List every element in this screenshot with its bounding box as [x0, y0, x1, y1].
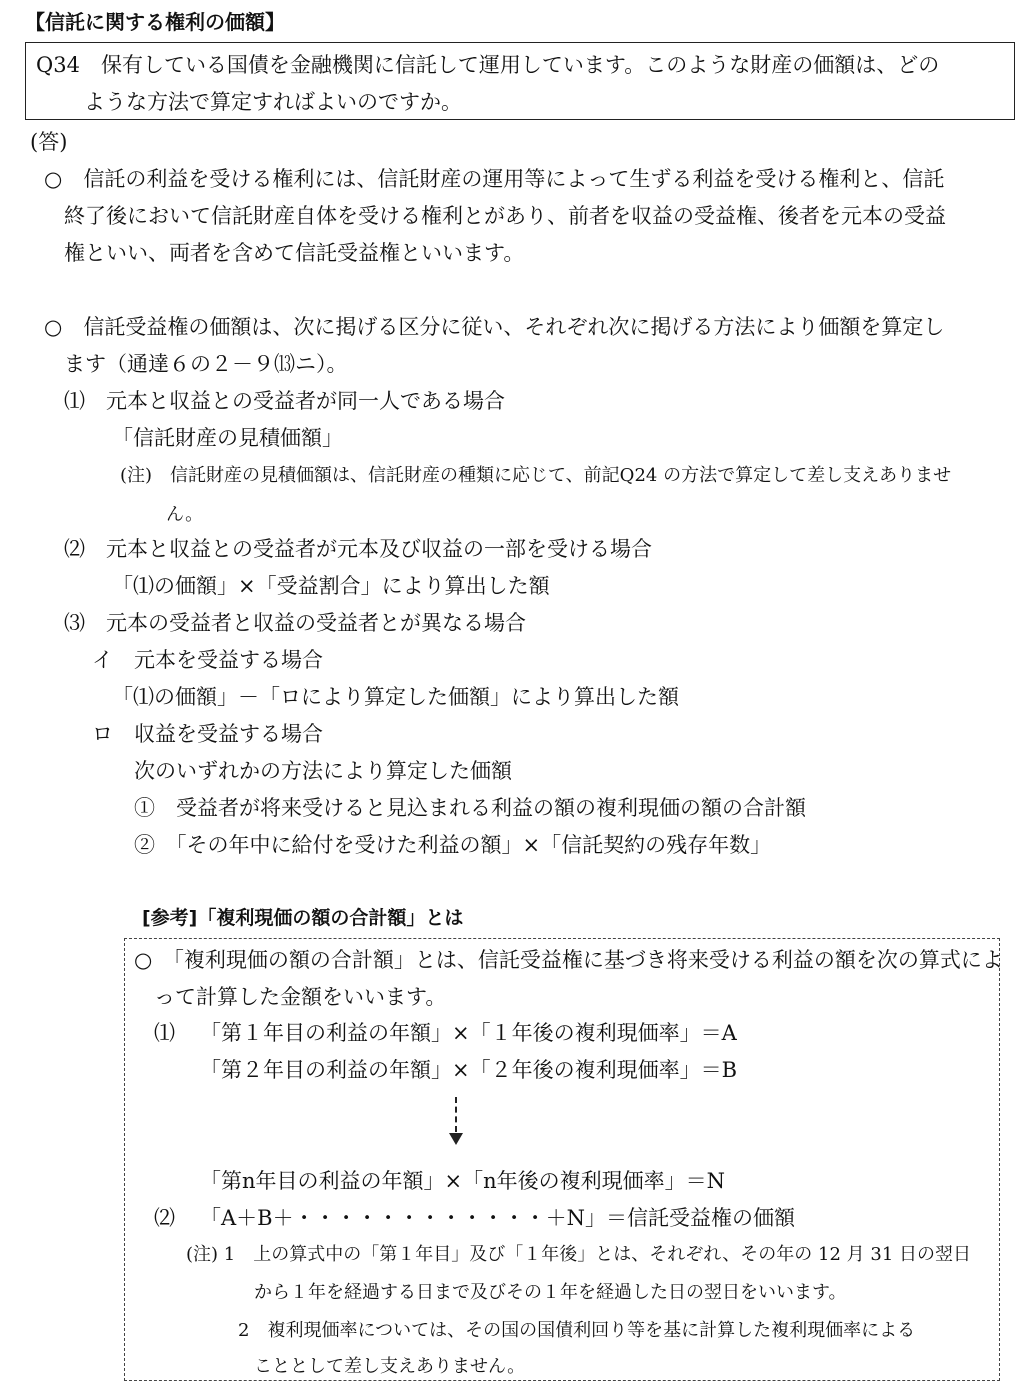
question-line-1: Q34 保有している国債を金融機関に信託して運用しています。このような財産の価額は、どの — [36, 53, 940, 77]
formula1-line-1: 「第１年目の利益の年額」×「１年後の複利現価率」＝A — [200, 1021, 737, 1045]
formula2-label: ⑵ — [154, 1206, 175, 1230]
reference-title: [参考]「複利現価の額の合計額」とは — [142, 907, 464, 929]
reference-intro-line-2: って計算した金額をいいます。 — [154, 985, 447, 1009]
formula1-line-2: 「第２年目の利益の年額」×「２年後の複利現価率」＝B — [200, 1058, 738, 1082]
case3-ro-item-1: ① 受益者が将来受けると見込まれる利益の額の複利現価の額の合計額 — [134, 796, 806, 820]
case3-i-formula: 「⑴の価額」－「ロにより算定した価額」により算出した額 — [112, 685, 679, 709]
reference-intro-line-1: ○ 「複利現価の額の合計額」とは、信託受益権に基づき将来受ける利益の額を次の算式によ — [134, 948, 1003, 972]
case3-ro-heading: ロ 収益を受益する場合 — [92, 722, 323, 746]
section-title: 【信託に関する権利の価額】 — [25, 10, 285, 34]
case1-formula: 「信託財産の見積価額」 — [112, 426, 343, 450]
continuation-arrow-line — [455, 1097, 457, 1132]
para1-line-3: 権といい、両者を含めて信託受益権といいます。 — [64, 241, 525, 265]
down-arrow-icon — [449, 1133, 463, 1145]
reference-note2-line-2: こととして差し支えありません。 — [254, 1356, 526, 1377]
case3-i-heading: イ 元本を受益する場合 — [92, 648, 323, 672]
case1-note-line-2: ん。 — [166, 504, 204, 525]
reference-note1-line-2: から１年を経過する日まで及びその１年を経過した日の翌日をいいます。 — [254, 1282, 847, 1303]
para1-line-1: ○ 信託の利益を受ける権利には、信託財産の運用等によって生ずる利益を受ける権利と、信託 — [44, 167, 945, 191]
formula1-line-n: 「第n年目の利益の年額」×「n年後の複利現価率」＝N — [200, 1169, 726, 1193]
case3-ro-intro: 次のいずれかの方法により算定した価額 — [134, 759, 512, 783]
para2-line-2: ます（通達６の２－９⒀ニ）。 — [64, 352, 348, 376]
case2-formula: 「⑴の価額」×「受益割合」により算出した額 — [112, 574, 550, 598]
reference-note2-line-1: 2 複利現価率については、その国の国債利回り等を基に計算した複利現価率による — [238, 1320, 916, 1341]
formula1-label: ⑴ — [154, 1021, 175, 1045]
question-line-2: ような方法で算定すればよいのですか。 — [84, 90, 462, 114]
case3-ro-item-2: ② 「その年中に給付を受けた利益の額」×「信託契約の残存年数」 — [134, 833, 772, 857]
formula2-line: 「A＋B＋・・・・・・・・・・・・＋N」＝信託受益権の価額 — [200, 1206, 795, 1230]
case2-heading: ⑵ 元本と収益との受益者が元本及び収益の一部を受ける場合 — [64, 537, 652, 561]
answer-label: (答) — [30, 130, 68, 154]
case1-note-line-1: (注) 信託財産の見積価額は、信託財産の種類に応じて、前記Q24 の方法で算定して差し支えありませ — [120, 465, 952, 486]
para1-line-2: 終了後において信託財産自体を受ける権利とがあり、前者を収益の受益権、後者を元本の受益 — [64, 204, 946, 228]
case1-heading: ⑴ 元本と収益との受益者が同一人である場合 — [64, 389, 505, 413]
para2-line-1: ○ 信託受益権の価額は、次に掲げる区分に従い、それぞれ次に掲げる方法により価額を算定し — [44, 315, 945, 339]
reference-note1-line-1: (注) 1 上の算式中の「第１年目」及び「１年後」とは、それぞれ、その年の 12 月 31 日の翌日 — [186, 1244, 971, 1265]
case3-heading: ⑶ 元本の受益者と収益の受益者とが異なる場合 — [64, 611, 526, 635]
